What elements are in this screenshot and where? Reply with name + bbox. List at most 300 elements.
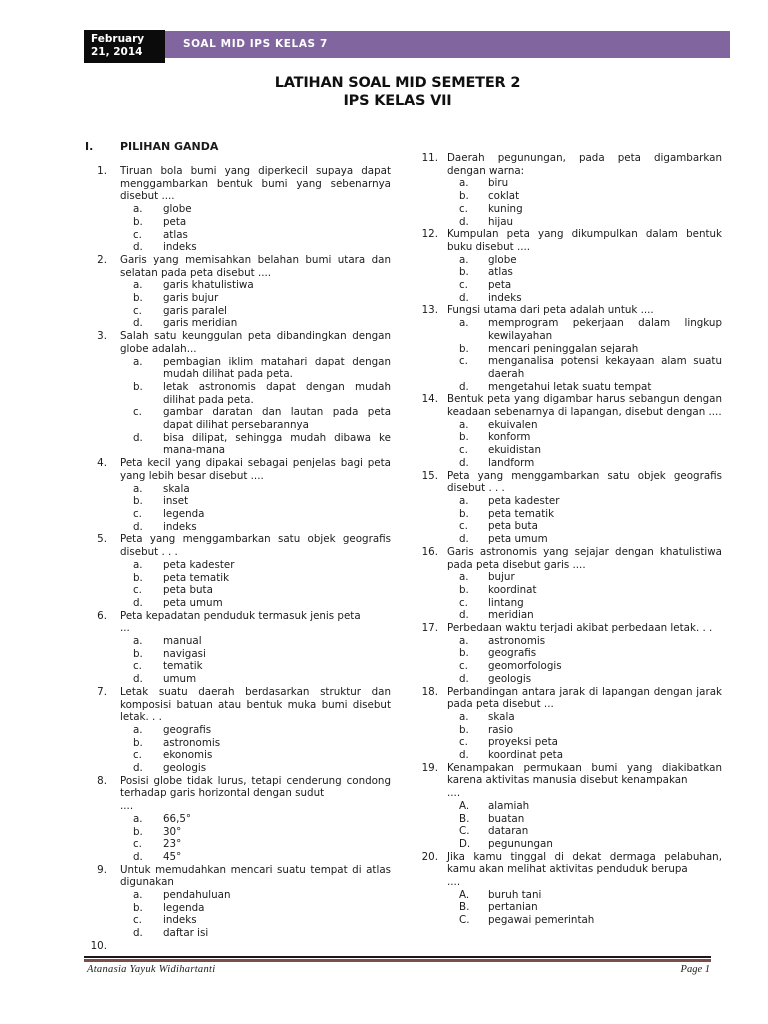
footer-rule-dark	[84, 956, 711, 958]
option-letter: c.	[459, 660, 468, 673]
question-number: 2.	[97, 253, 107, 266]
option-letter: d.	[133, 850, 143, 863]
option-letter: d.	[459, 380, 469, 393]
question	[420, 393, 722, 469]
answer-option	[459, 457, 722, 470]
question-body	[120, 775, 391, 864]
option-text: buruh tani	[488, 888, 542, 901]
option-text: 45°	[163, 850, 182, 863]
option-letter: b.	[459, 647, 469, 660]
answer-option	[459, 914, 722, 927]
question-number: 4.	[97, 457, 107, 470]
option-text: peta	[488, 279, 512, 292]
question-body	[447, 152, 722, 228]
option-text: alamiah	[488, 799, 530, 812]
option-letter: D.	[459, 837, 471, 850]
option-text: navigasi	[163, 647, 206, 660]
answer-option	[133, 406, 391, 431]
answer-option	[459, 317, 722, 342]
option-letter: c.	[133, 507, 142, 520]
answer-option	[459, 597, 722, 610]
option-letter: d.	[133, 927, 143, 940]
option-letter: d.	[459, 215, 469, 228]
answer-option	[133, 483, 391, 496]
option-letter: a.	[459, 317, 469, 330]
question	[85, 610, 391, 686]
option-text: proyeksi peta	[488, 736, 558, 749]
answer-option	[133, 305, 391, 318]
question-stem: Perbedaan waktu terjadi akibat perbedaan letak. . .	[447, 622, 713, 635]
option-letter: d.	[459, 291, 469, 304]
option-letter: d.	[459, 672, 469, 685]
question-number: 18.	[421, 685, 438, 698]
option-letter: b.	[133, 292, 143, 305]
option-letter: c.	[133, 304, 142, 317]
option-letter: a.	[133, 723, 143, 736]
option-text: garis bujur	[163, 292, 219, 305]
question	[420, 546, 722, 622]
option-text: atlas	[163, 228, 188, 241]
option-text: inset	[163, 495, 189, 508]
answer-option	[459, 292, 722, 305]
option-letter: d.	[133, 673, 143, 686]
option-letter: c.	[459, 444, 468, 457]
answer-option	[133, 724, 391, 737]
answer-option	[133, 521, 391, 534]
option-letter: a.	[133, 482, 143, 495]
option-letter: b.	[133, 215, 143, 228]
answer-option	[133, 508, 391, 521]
question-stem: Salah satu keunggulan peta dibandingkan dengan globe adalah...	[120, 330, 391, 355]
option-text: biru	[488, 177, 509, 190]
question-stem: Garis yang memisahkan belahan bumi utara dan selatan pada peta disebut ....	[120, 253, 391, 279]
answer-option	[459, 431, 722, 444]
question-body	[120, 457, 391, 533]
option-text: peta umum	[163, 596, 223, 609]
question	[85, 775, 391, 864]
answer-option	[459, 609, 722, 622]
question-body	[447, 851, 722, 927]
question-stem-ellipsis: ...	[120, 622, 130, 635]
option-letter: a.	[133, 889, 143, 902]
question-number: 1.	[97, 165, 107, 177]
answer-option	[459, 571, 722, 584]
option-text: tematik	[163, 660, 203, 673]
option-letter: d.	[459, 749, 469, 762]
option-text: coklat	[488, 190, 520, 203]
option-letter: a.	[133, 203, 143, 216]
option-text: pegawai pemerintah	[488, 914, 595, 927]
answer-option	[133, 241, 391, 254]
question-body	[120, 330, 391, 457]
answer-option	[133, 927, 391, 940]
question	[85, 864, 391, 940]
section-numeral: I.	[85, 140, 94, 153]
question-number: 8.	[97, 774, 107, 787]
option-text: legenda	[163, 901, 205, 914]
option-text: geologis	[163, 762, 207, 775]
answer-option	[133, 838, 391, 851]
question-number: 15.	[421, 469, 438, 482]
option-text: pegunungan	[488, 837, 553, 850]
option-letter: b.	[133, 571, 143, 584]
option-text: dataran	[488, 825, 529, 838]
answer-option	[459, 724, 722, 737]
question-body	[120, 940, 391, 953]
question	[420, 228, 722, 304]
option-text: manual	[163, 635, 202, 648]
question-number: 12.	[421, 228, 438, 241]
option-letter: c.	[133, 660, 142, 673]
option-text: indeks	[163, 520, 197, 533]
option-letter: c.	[133, 584, 142, 597]
answer-option	[459, 635, 722, 648]
answer-option	[133, 673, 391, 686]
answer-option	[459, 520, 722, 533]
question-body	[447, 546, 722, 622]
option-letter: d.	[133, 596, 143, 609]
answer-option	[459, 419, 722, 432]
answer-option	[459, 813, 722, 826]
answer-option	[459, 508, 722, 521]
option-text: konform	[488, 431, 531, 444]
answer-option	[133, 660, 391, 673]
page-title	[85, 74, 710, 110]
answer-option	[133, 572, 391, 585]
option-letter: b.	[133, 901, 143, 914]
questions-column-right	[420, 152, 722, 927]
question	[85, 254, 391, 330]
section-label: PILIHAN GANDA	[120, 140, 219, 153]
answer-option	[133, 317, 391, 330]
answer-option	[459, 749, 722, 762]
option-text: bisa dilipat, sehingga mudah dibawa ke mana-mana	[163, 431, 391, 457]
answer-option	[459, 800, 722, 813]
question-stem: Bentuk peta yang digambar harus sebangun dengan keadaan sebenarnya di lapangan, disebut dengan ....	[447, 393, 722, 419]
question-number: 16.	[421, 545, 438, 558]
question-number: 5.	[97, 533, 107, 546]
answer-option	[133, 635, 391, 648]
option-text: peta tematik	[488, 507, 555, 520]
option-text: globe	[163, 203, 192, 216]
answer-option	[459, 444, 722, 457]
question	[420, 686, 722, 762]
option-letter: d.	[133, 520, 143, 533]
option-text: peta	[163, 215, 187, 228]
question-body	[120, 254, 391, 330]
answer-option	[459, 254, 722, 267]
option-letter: c.	[459, 279, 468, 292]
option-text: peta tematik	[163, 571, 230, 584]
option-letter: c.	[133, 228, 142, 241]
question	[85, 330, 391, 457]
question-number: 19.	[421, 761, 438, 774]
option-letter: B.	[459, 812, 470, 825]
answer-option	[133, 902, 391, 915]
answer-option	[459, 279, 722, 292]
question	[85, 533, 391, 609]
option-text: geografis	[488, 647, 537, 660]
answer-option	[459, 177, 722, 190]
question-number: 6.	[97, 609, 107, 622]
option-letter: a.	[459, 177, 469, 190]
answer-option	[459, 266, 722, 279]
option-text: geomorfologis	[488, 660, 562, 673]
option-text: geografis	[163, 723, 212, 736]
option-text: peta buta	[163, 584, 213, 597]
answer-option	[133, 356, 391, 381]
option-text: skala	[488, 710, 515, 723]
option-text: astronomis	[163, 736, 221, 749]
option-text: ekuivalen	[488, 418, 538, 431]
question-number: 14.	[421, 393, 438, 406]
question-stem: Daerah pegunungan, pada peta digambarkan dengan warna:	[447, 152, 722, 177]
answer-option	[459, 190, 722, 203]
option-letter: C.	[459, 825, 470, 838]
question-stem-ellipsis: ....	[120, 800, 134, 813]
question-number: 7.	[97, 685, 107, 698]
question-stem: Untuk memudahkan mencari suatu tempat di atlas digunakan	[120, 863, 391, 889]
question-stem: Letak suatu daerah berdasarkan struktur dan komposisi batuan atau bentuk muka bumi disebut letak. . .	[120, 685, 391, 724]
option-letter: d.	[133, 241, 143, 254]
answer-option	[459, 495, 722, 508]
answer-option	[133, 889, 391, 902]
answer-option	[459, 901, 722, 914]
option-text: pembagian iklim matahari dapat dengan mudah dilihat pada peta.	[163, 355, 391, 381]
option-text: ekonomis	[163, 749, 213, 762]
header-date-text: February 21, 2014	[91, 33, 145, 58]
question	[420, 762, 722, 851]
answer-option	[133, 597, 391, 610]
option-letter: b.	[459, 190, 469, 203]
answer-option	[133, 813, 391, 826]
question-stem: Perbandingan antara jarak di lapangan dengan jarak pada peta disebut ...	[447, 685, 722, 711]
header-date-box	[84, 30, 165, 63]
answer-option	[133, 851, 391, 864]
option-text: pendahuluan	[163, 889, 231, 902]
question-body	[120, 533, 391, 609]
option-letter: a.	[133, 279, 143, 292]
question-stem: Jika kamu tinggal di dekat dermaga pelabuhan, kamu akan melihat aktivitas penduduk berupa	[447, 850, 722, 876]
option-text: 23°	[163, 838, 182, 851]
answer-option	[133, 737, 391, 750]
option-text: lintang	[488, 596, 524, 609]
option-text: garis khatulistiwa	[163, 279, 254, 292]
question	[85, 457, 391, 533]
option-text: umum	[163, 673, 197, 686]
footer-page-number: Page 1	[680, 964, 710, 975]
question-number: 11.	[421, 152, 438, 164]
question-stem: Peta yang menggambarkan satu objek geografis disebut . . .	[447, 469, 722, 495]
option-text: peta kadester	[163, 558, 235, 571]
option-text: astronomis	[488, 634, 546, 647]
option-text: rasio	[488, 723, 514, 736]
question-stem: Kenampakan permukaan bumi yang diakibatkan karena aktivitas manusia disebut kenampakan	[447, 761, 722, 787]
answer-option	[459, 343, 722, 356]
option-text: peta buta	[488, 520, 538, 533]
option-text: mengetahui letak suatu tempat	[488, 380, 652, 393]
question-body	[447, 393, 722, 469]
option-letter: b.	[459, 342, 469, 355]
question	[420, 304, 722, 393]
option-letter: a.	[133, 558, 143, 571]
answer-option	[133, 216, 391, 229]
answer-option	[133, 914, 391, 927]
option-letter: c.	[459, 596, 468, 609]
question-stem: Fungsi utama dari peta adalah untuk ....	[447, 304, 654, 317]
question-number: 3.	[97, 330, 107, 343]
question-body	[447, 762, 722, 851]
option-text: indeks	[163, 914, 197, 927]
answer-option	[459, 355, 722, 380]
answer-option	[133, 279, 391, 292]
option-letter: d.	[459, 609, 469, 622]
question-stem: Peta yang menggambarkan satu objek geografis disebut . . .	[120, 533, 391, 559]
section-heading	[85, 140, 218, 153]
option-text: indeks	[488, 291, 522, 304]
option-letter: d.	[133, 317, 143, 330]
header-banner	[165, 31, 730, 58]
answer-option	[459, 584, 722, 597]
footer-author: Atanasia Yayuk Widihartanti	[87, 964, 216, 975]
question-body	[120, 610, 391, 686]
option-letter: c.	[459, 736, 468, 749]
option-letter: d.	[133, 762, 143, 775]
answer-option	[133, 229, 391, 242]
option-text: daftar isi	[163, 927, 209, 940]
option-letter: b.	[459, 431, 469, 444]
option-text: buatan	[488, 812, 525, 825]
answer-option	[133, 203, 391, 216]
option-letter: B.	[459, 901, 470, 914]
option-text: garis paralel	[163, 304, 228, 317]
option-letter: c.	[459, 520, 468, 533]
option-text: skala	[163, 482, 190, 495]
option-letter: C.	[459, 914, 470, 927]
question	[420, 851, 722, 927]
answer-option	[459, 838, 722, 851]
question-body	[447, 686, 722, 762]
question-number: 20.	[421, 850, 438, 863]
answer-option	[459, 889, 722, 902]
option-letter: c.	[133, 838, 142, 851]
answer-option	[133, 432, 391, 457]
option-letter: A.	[459, 799, 470, 812]
answer-option	[459, 825, 722, 838]
option-letter: a.	[459, 253, 469, 266]
option-text: geologis	[488, 672, 532, 685]
option-letter: a.	[459, 494, 469, 507]
question-body	[120, 864, 391, 940]
question-body	[447, 228, 722, 304]
option-letter: a.	[459, 571, 469, 584]
option-text: letak astronomis dapat dengan mudah dilihat pada peta.	[163, 380, 391, 406]
option-text: bujur	[488, 571, 515, 584]
answer-option	[459, 711, 722, 724]
question	[420, 152, 722, 228]
answer-option	[133, 292, 391, 305]
option-text: landform	[488, 456, 535, 469]
option-letter: c.	[133, 914, 142, 927]
option-letter: d.	[133, 431, 143, 444]
answer-option	[459, 647, 722, 660]
question	[85, 165, 391, 254]
answer-option	[133, 648, 391, 661]
question-body	[447, 622, 722, 686]
option-letter: b.	[133, 647, 143, 660]
option-text: 66,5°	[163, 812, 192, 825]
question-stem: Peta kecil yang dipakai sebagai penjelas bagi peta yang lebih besar disebut ....	[120, 457, 391, 482]
footer-rule-maroon	[84, 959, 711, 962]
question-body	[120, 686, 391, 775]
question-body	[447, 470, 722, 546]
option-letter: a.	[459, 634, 469, 647]
option-letter: c.	[459, 202, 468, 215]
option-text: indeks	[163, 241, 197, 254]
option-letter: a.	[459, 418, 469, 431]
answer-option	[459, 736, 722, 749]
option-letter: b.	[133, 825, 143, 838]
option-letter: a.	[133, 812, 143, 825]
option-text: peta kadester	[488, 494, 560, 507]
option-text: globe	[488, 253, 517, 266]
answer-option	[459, 660, 722, 673]
answer-option	[459, 381, 722, 394]
answer-option	[459, 216, 722, 229]
question-number: 17.	[421, 622, 438, 635]
option-text: memprogram pekerjaan dalam lingkup kewilayahan	[488, 317, 722, 342]
option-text: mencari peninggalan sejarah	[488, 342, 639, 355]
answer-option	[133, 381, 391, 406]
option-letter: b.	[133, 736, 143, 749]
question-stem-ellipsis: ....	[447, 787, 461, 800]
option-letter: A.	[459, 888, 470, 901]
answer-option	[133, 762, 391, 775]
answer-option	[133, 749, 391, 762]
option-text: ekuidistan	[488, 444, 542, 457]
option-text: koordinat peta	[488, 749, 564, 762]
option-letter: a.	[133, 355, 143, 368]
option-text: atlas	[488, 266, 513, 279]
answer-option	[133, 559, 391, 572]
option-letter: d.	[459, 533, 469, 546]
question	[85, 686, 391, 775]
option-text: koordinat	[488, 583, 537, 596]
question-stem: Tiruan bola bumi yang diperkecil supaya dapat menggambarkan bentuk bumi yang sebenarnya disebut ....	[120, 165, 391, 203]
option-letter: b.	[459, 583, 469, 596]
option-letter: b.	[459, 723, 469, 736]
option-letter: a.	[459, 710, 469, 723]
option-text: hijau	[488, 215, 514, 228]
question-stem: Peta kepadatan penduduk termasuk jenis peta	[120, 609, 361, 622]
answer-option	[133, 584, 391, 597]
option-letter: b.	[133, 380, 143, 393]
option-letter: b.	[133, 495, 143, 508]
question-body	[120, 165, 391, 254]
answer-option	[459, 203, 722, 216]
question-stem: Kumpulan peta yang dikumpulkan dalam bentuk buku disebut ....	[447, 228, 722, 253]
question-number: 10.	[90, 939, 107, 952]
page-title-line1: LATIHAN SOAL MID SEMETER 2	[274, 75, 521, 91]
question	[420, 470, 722, 546]
question-stem: Garis astronomis yang sejajar dengan khatulistiwa pada peta disebut garis ....	[447, 545, 722, 571]
questions-column-left	[85, 165, 391, 953]
page-title-line2: IPS KELAS VII	[343, 93, 452, 109]
answer-option	[459, 673, 722, 686]
option-letter: c.	[133, 406, 142, 419]
option-letter: d.	[459, 456, 469, 469]
question-body	[447, 304, 722, 393]
